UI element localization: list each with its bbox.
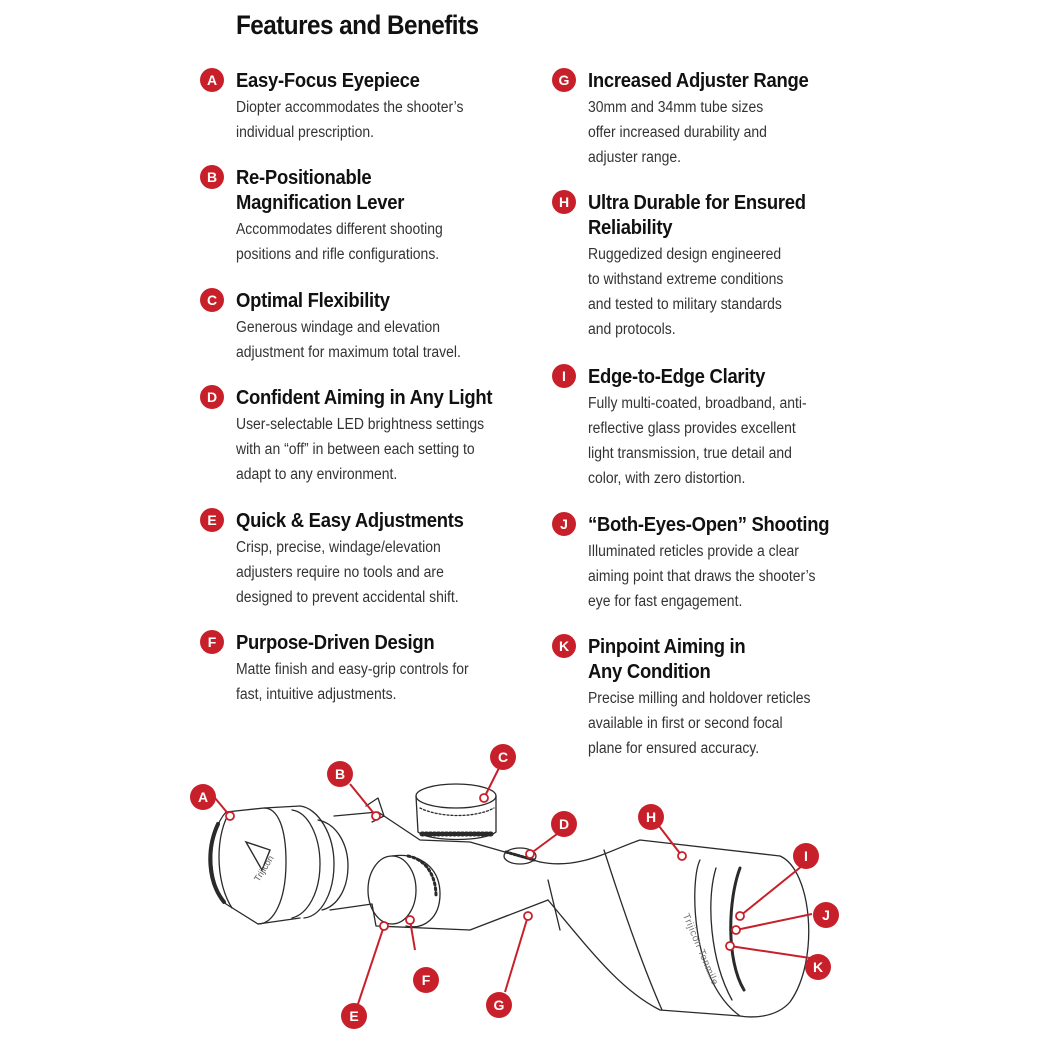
feature-title: Purpose-Driven Design <box>236 631 435 654</box>
feature-title: Pinpoint Aiming in Any Condition <box>588 635 746 683</box>
feature-badge-h: H <box>552 190 576 214</box>
feature-title: Re-Positionable Magnification Lever <box>236 166 405 214</box>
callout-k: K <box>805 954 831 980</box>
feature-description: Matte finish and easy-grip controls for fast, intuitive adjustments. <box>236 661 469 703</box>
feature-description: 30mm and 34mm tube sizes offer increased durability and adjuster range. <box>588 99 767 166</box>
feature-description: User-selectable LED brightness settings with an “off” in between each setting to adapt to any environment. <box>236 416 485 483</box>
feature-badge-c: C <box>200 288 224 312</box>
feature-title: “Both-Eyes-Open” Shooting <box>588 513 830 536</box>
callout-h: H <box>638 804 664 830</box>
feature-title: Ultra Durable for Ensured Reliability <box>588 191 806 239</box>
feature-title: Edge-to-Edge Clarity <box>588 365 766 388</box>
feature-description: Diopter accommodates the shooter’s individual prescription. <box>236 99 464 141</box>
feature-badge-j: J <box>552 512 576 536</box>
feature-description: Ruggedized design engineered to withstand extreme conditions and tested to military standards and protocols. <box>588 246 784 338</box>
feature-title: Quick & Easy Adjustments <box>236 509 464 532</box>
feature-description: Illuminated reticles provide a clear aiming point that draws the shooter’s eye for fast engagement. <box>588 543 816 610</box>
feature-badge-a: A <box>200 68 224 92</box>
callout-f: F <box>413 967 439 993</box>
feature-title: Increased Adjuster Range <box>588 69 809 92</box>
callout-e: E <box>341 1003 367 1029</box>
feature-badge-e: E <box>200 508 224 532</box>
feature-description: Generous windage and elevation adjustment for maximum total travel. <box>236 319 461 361</box>
feature-badge-i: I <box>552 364 576 388</box>
feature-title: Optimal Flexibility <box>236 289 390 312</box>
callout-i: I <box>793 843 819 869</box>
scope-model-label: Trijicon Tenmile <box>679 912 721 988</box>
magnification-ring <box>318 820 348 910</box>
callout-b: B <box>327 761 353 787</box>
feature-badge-k: K <box>552 634 576 658</box>
callout-c: C <box>490 744 516 770</box>
callout-a: A <box>190 784 216 810</box>
feature-description: Accommodates different shooting positions and rifle configurations. <box>236 221 443 263</box>
objective-bell <box>540 840 780 864</box>
callout-j: J <box>813 902 839 928</box>
objective-front <box>695 860 740 1016</box>
feature-badge-b: B <box>200 165 224 189</box>
windage-turret <box>368 856 416 924</box>
eyepiece-ring <box>210 824 224 902</box>
eyepiece-grip <box>292 810 320 918</box>
page-title: Features and Benefits <box>236 10 479 40</box>
feature-badge-f: F <box>200 630 224 654</box>
feature-badge-g: G <box>552 68 576 92</box>
callout-g: G <box>486 992 512 1018</box>
feature-description: Crisp, precise, windage/elevation adjusters require no tools and are designed to prevent accidental shift. <box>236 539 459 606</box>
feature-description: Precise milling and holdover reticles available in first or second focal plane for ensured accuracy. <box>588 690 811 757</box>
feature-title: Easy-Focus Eyepiece <box>236 69 420 92</box>
callout-d: D <box>551 811 577 837</box>
feature-badge-d: D <box>200 385 224 409</box>
scope-brand-label: Trijicon <box>252 853 276 884</box>
feature-title: Confident Aiming in Any Light <box>236 386 493 409</box>
feature-description: Fully multi-coated, broadband, anti- reflective glass provides excellent light transmission, true detail and color, with zero distortion. <box>588 395 807 487</box>
